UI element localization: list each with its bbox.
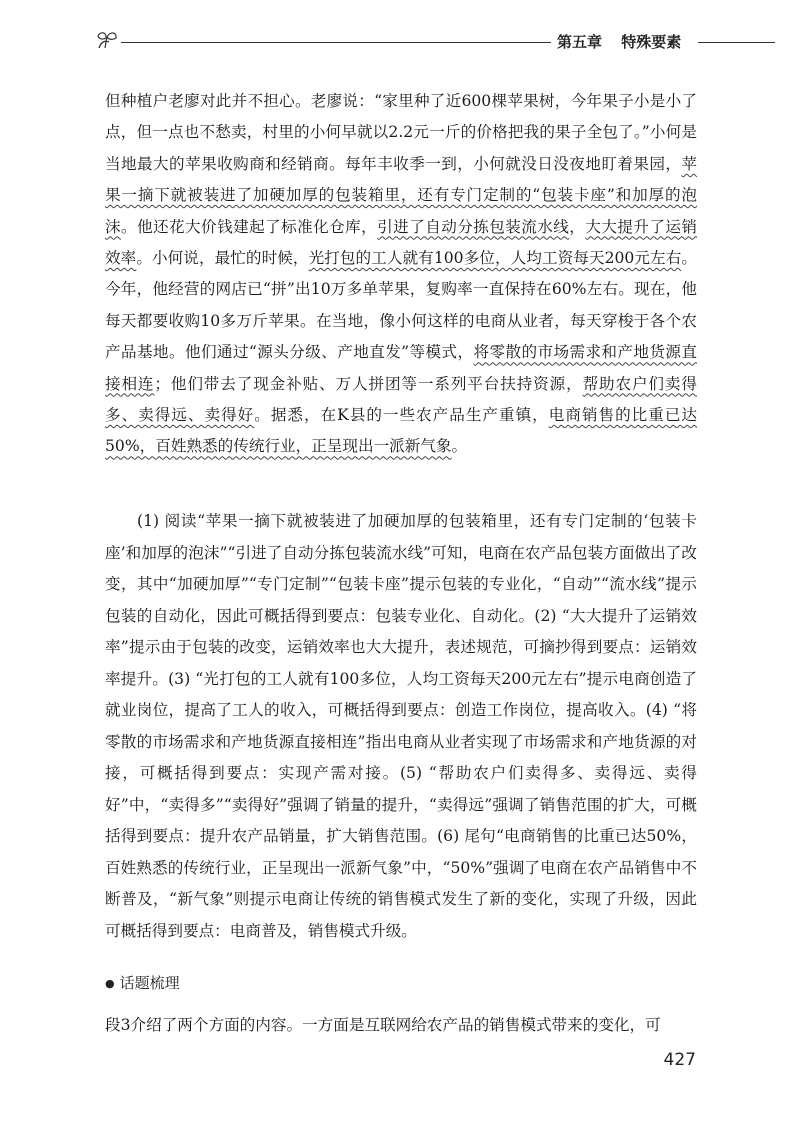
text-run: ， <box>569 217 586 236</box>
header-rule-left <box>121 42 551 43</box>
sprout-icon <box>95 28 121 52</box>
text-run: 。 <box>451 437 468 456</box>
section-heading <box>105 972 180 993</box>
article-paragraph <box>105 86 697 463</box>
text-run: 但种植户老廖对此并不担心。老廖说：“家里种了近600棵苹果树，今年果子小是小了点，但一点也不愁卖，村里的小何早就以2.2元一斤的价格把我的果子全包了。”小何是当地最大的苹果收购商和经销商。每年丰收季一到，小何就没日没夜地盯着果园， <box>105 92 697 173</box>
wavy-underlined-phrase: 光打包的工人就有100多位，人均工资每天200元左右 <box>308 249 682 268</box>
chapter-number: 第五章 <box>557 33 603 51</box>
text-run: ；他们带去了现金补贴、万人拼团等一系列平台扶持资源， <box>154 374 583 393</box>
text-run: 。今年，他经营的网店已“拼”出10万多单苹果，复购率一直保持在60%左右。现在，他每天都要收购10多万斤苹果。在当地，像小何这样的电商从业者，每天穿梭于各个农产品基地。他们通过“源头分级、产地直发”等模式， <box>105 249 697 362</box>
wavy-underlined-phrase: 大大提升了运销效率 <box>105 217 697 268</box>
summary-paragraph: 段3介绍了两个方面的内容。一方面是互联网给农产品的销售模式带来的变化，可 <box>105 1016 661 1034</box>
text-run: 。据悉，在K县的一些农产品生产重镇， <box>254 406 549 425</box>
wavy-underlined-phrase: 将零散的市场需求和产地货源直接相连 <box>105 343 697 393</box>
section-title: 话题梳理 <box>119 974 180 992</box>
header-rule-right <box>698 42 775 43</box>
analysis-paragraph <box>105 506 697 947</box>
wavy-underlined-phrase: 引进了自动分拣包装流水线 <box>377 217 570 236</box>
page-number: 427 <box>663 1050 696 1070</box>
chapter-heading <box>557 31 681 52</box>
wavy-underlined-phrase: 苹果一摘下就被装进了加硬加厚的包装箱里，还有专门定制的“包装卡座”和加厚的泡沫 <box>105 154 697 236</box>
running-header <box>95 28 775 58</box>
wavy-underlined-phrase: 帮助农户们卖得多、卖得远、卖得好 <box>105 374 697 425</box>
wavy-underlined-phrase: 电商销售的比重已达50%，百姓熟悉的传统行业，正呈现出一派新气象 <box>105 406 697 456</box>
chapter-title: 特殊要素 <box>621 33 682 51</box>
text-run: 。小何说，最忙的时候， <box>136 249 309 268</box>
analysis-text: (1) 阅读“苹果一摘下就被装进了加硬加厚的包装箱里，还有专门定制的‘包装卡座’和加厚的泡沫”“引进了自动分拣包装流水线”可知，电商在农产品包装方面做出了改变，其中“加硬加厚”“专门定制”“包装卡座”提示包装的专业化，“自动”“流水线”提示包装的自动化，因此可概括得到要点：包装专业化、自动化。(2) “大大提升了运销效率”提示由于包装的改变，运销效率也大大提升，表述规范，可摘抄得到要点：运销效率提升。(3) “光打包的工人就有100多位，人均工资每天200元左右”提示电商创造了就业岗位，提高了工人的收入，可概括得到要点：创造工作岗位，提高收入。(4) “将零散的市场需求和产地货源直接相连”指出电商从业者实现了市场需求和产地货源的对接，可概括得到要点：实现产需对接。(5) “帮助农户们卖得多、卖得远、卖得好”中，“卖得多”“卖得好”强调了销量的提升，“卖得远”强调了销售范围的扩大，可概括得到要点：提升农产品销量，扩大销售范围。(6) 尾句“电商销售的比重已达50%，百姓熟悉的传统行业，正呈现出一派新气象”中，“50%”强调了电商在农产品销售中不断普及，“新气象”则提示电商让传统的销售模式发生了新的变化，实现了升级，因此可概括得到要点：电商普及，销售模式升级。 <box>105 512 697 940</box>
text-run: 。他还花大价钱建起了标准化仓库， <box>121 217 378 236</box>
bullet-icon: ● <box>105 977 115 990</box>
